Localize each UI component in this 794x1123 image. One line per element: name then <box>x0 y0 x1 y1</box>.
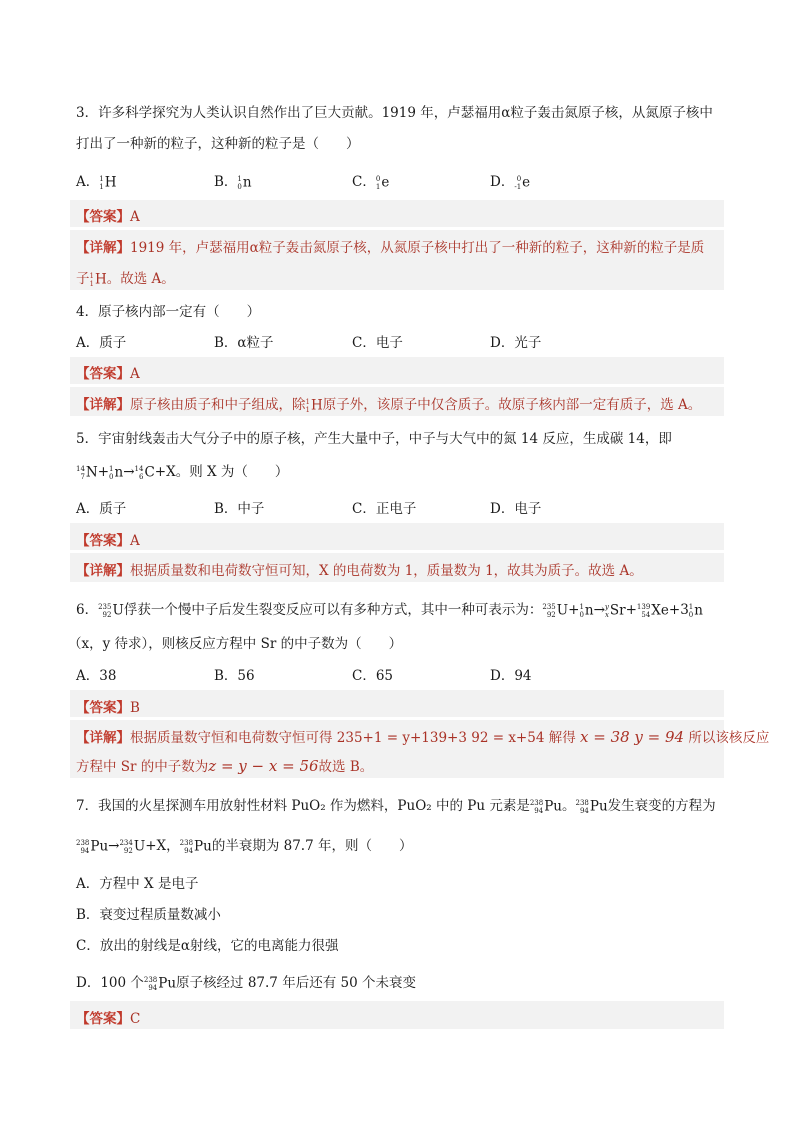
q7-option-d[interactable]: D．100 个 238 94 Pu原子核经过 87.7 年后还有 50 个未衰变 <box>76 974 416 992</box>
q3-option-b[interactable]: B． 1 0 n <box>214 173 252 191</box>
detail-tag: 【详解】 <box>76 563 130 579</box>
q3-option-c[interactable]: C． 0 1 e <box>352 173 390 191</box>
answer-tag: 【答案】 <box>76 700 130 716</box>
q5-option-d[interactable]: D．电子 <box>490 501 542 517</box>
q6-answer: B <box>130 700 140 716</box>
q7-option-a[interactable]: A．方程中 X 是电子 <box>76 876 199 892</box>
q3-option-d[interactable]: D． 0 -1 e <box>490 173 531 191</box>
q7-stem-line1: 7．我国的火星探测车用放射性材料 PuO₂ 作为燃料，PuO₂ 中的 Pu 元素是 238 94 Pu。 238 94 Pu发生衰变的方程为 <box>76 797 716 815</box>
q5-detail: 根据质量数和电荷数守恒可知，X 的电荷数为 1，质量数为 1，故其为质子。故选 A。 <box>130 563 643 579</box>
detail-tag: 【详解】 <box>76 397 130 413</box>
q4-answer: A <box>130 366 140 382</box>
q4-option-c[interactable]: C．电子 <box>352 335 403 351</box>
answer-tag: 【答案】 <box>76 366 130 382</box>
detail-tag: 【详解】 <box>76 240 130 256</box>
q4-option-b[interactable]: B．α粒子 <box>214 335 274 351</box>
q3-stem-line2: 打出了一种新的粒子，这种新的粒子是（ ） <box>76 136 360 152</box>
q6-answer-box <box>70 690 724 717</box>
q5-option-b[interactable]: B．中子 <box>214 501 265 517</box>
q6-stem-line2: （x，y 待求），则核反应方程中 Sr 的中子数为（ ） <box>68 636 403 652</box>
q7-option-c[interactable]: C．放出的射线是α射线，它的电离能力很强 <box>76 938 339 954</box>
q6-detail-result: x = 38 y = 94 <box>580 728 685 746</box>
answer-tag: 【答案】 <box>76 209 130 225</box>
detail-tag: 【详解】 <box>76 730 130 746</box>
q7-option-b[interactable]: B．衰变过程质量数减小 <box>76 907 221 923</box>
q3-detail-box: 【详解】1919 年，卢瑟福用α粒子轰击氮原子核，从氮原子核中打出了一种新的粒子，这种新的粒子是质 子 1 1 H。故选 A。 <box>70 230 724 290</box>
q3-stem-line1: 3．许多科学探究为人类认识自然作出了巨大贡献。1919 年，卢瑟福用α粒子轰击氮原子核，从氮原子核中 <box>76 105 713 121</box>
q3-answer: A <box>130 209 140 225</box>
q4-detail-nuclide: 1 1 H <box>305 396 323 414</box>
q4-detail-box: 【详解】原子核由质子和中子组成，除 1 1 H原子外，该原子中仅含质子。故原子核内部一定有质子，选 A。 <box>70 387 724 416</box>
q6-detail-neutrons: z = y − x = 56 <box>208 757 319 775</box>
q5-option-a[interactable]: A．质子 <box>76 501 127 517</box>
answer-tag: 【答案】 <box>76 1011 130 1027</box>
q5-equation: 14 7 N+ 1 0 n→ 14 6 C+X。则 X 为（ ） <box>76 463 289 481</box>
q6-stem-line1: 6． 235 92 U俘获一个慢中子后发生裂变反应可以有多种方式，其中一种可表示为： 235 92 U+ 1 0 n→ y x Sr+ 139 54 Xe+3 1 0 n <box>76 601 703 619</box>
q5-detail-box <box>70 553 724 582</box>
q5-answer-box <box>70 523 724 550</box>
q3-option-a[interactable]: A． 1 1 H <box>76 173 117 191</box>
q4-answer-box <box>70 357 724 384</box>
q6-option-a[interactable]: A．38 <box>76 668 117 684</box>
answer-tag: 【答案】 <box>76 533 130 549</box>
q5-option-c[interactable]: C．正电子 <box>352 501 417 517</box>
q7-equation: 238 94 Pu→ 234 92 U+X， 238 94 Pu的半衰期为 87.7 年，则（ ） <box>76 837 413 855</box>
q3-detail-line1: 1919 年，卢瑟福用α粒子轰击氮原子核，从氮原子核中打出了一种新的粒子，这种新的粒子是质 <box>130 240 705 256</box>
q6-option-b[interactable]: B．56 <box>214 668 255 684</box>
q5-stem-line1: 5．宇宙射线轰击大气分子中的原子核，产生大量中子，中子与大气中的氮 14 反应，生成碳 14，即 <box>76 431 672 447</box>
q6-option-c[interactable]: C．65 <box>352 668 394 684</box>
q6-detail-box: 【详解】根据质量数守恒和电荷数守恒可得 235+1 = y+139+3 92 = x+54 解得 x = 38 y = 94 所以该核反应 方程中 Sr 的中子数为z = y − x = 56故选 B。 <box>70 720 724 778</box>
q3-answer-box <box>70 200 724 227</box>
q4-stem: 4．原子核内部一定有（ ） <box>76 304 261 320</box>
q7-answer-box <box>70 1001 724 1029</box>
q6-option-d[interactable]: D．94 <box>490 668 532 684</box>
q4-option-d[interactable]: D．光子 <box>490 335 542 351</box>
q4-option-a[interactable]: A．质子 <box>76 335 127 351</box>
q5-answer: A <box>130 533 140 549</box>
q3-detail-nuclide: 1 1 H <box>89 270 107 288</box>
q7-answer: C <box>130 1011 141 1027</box>
